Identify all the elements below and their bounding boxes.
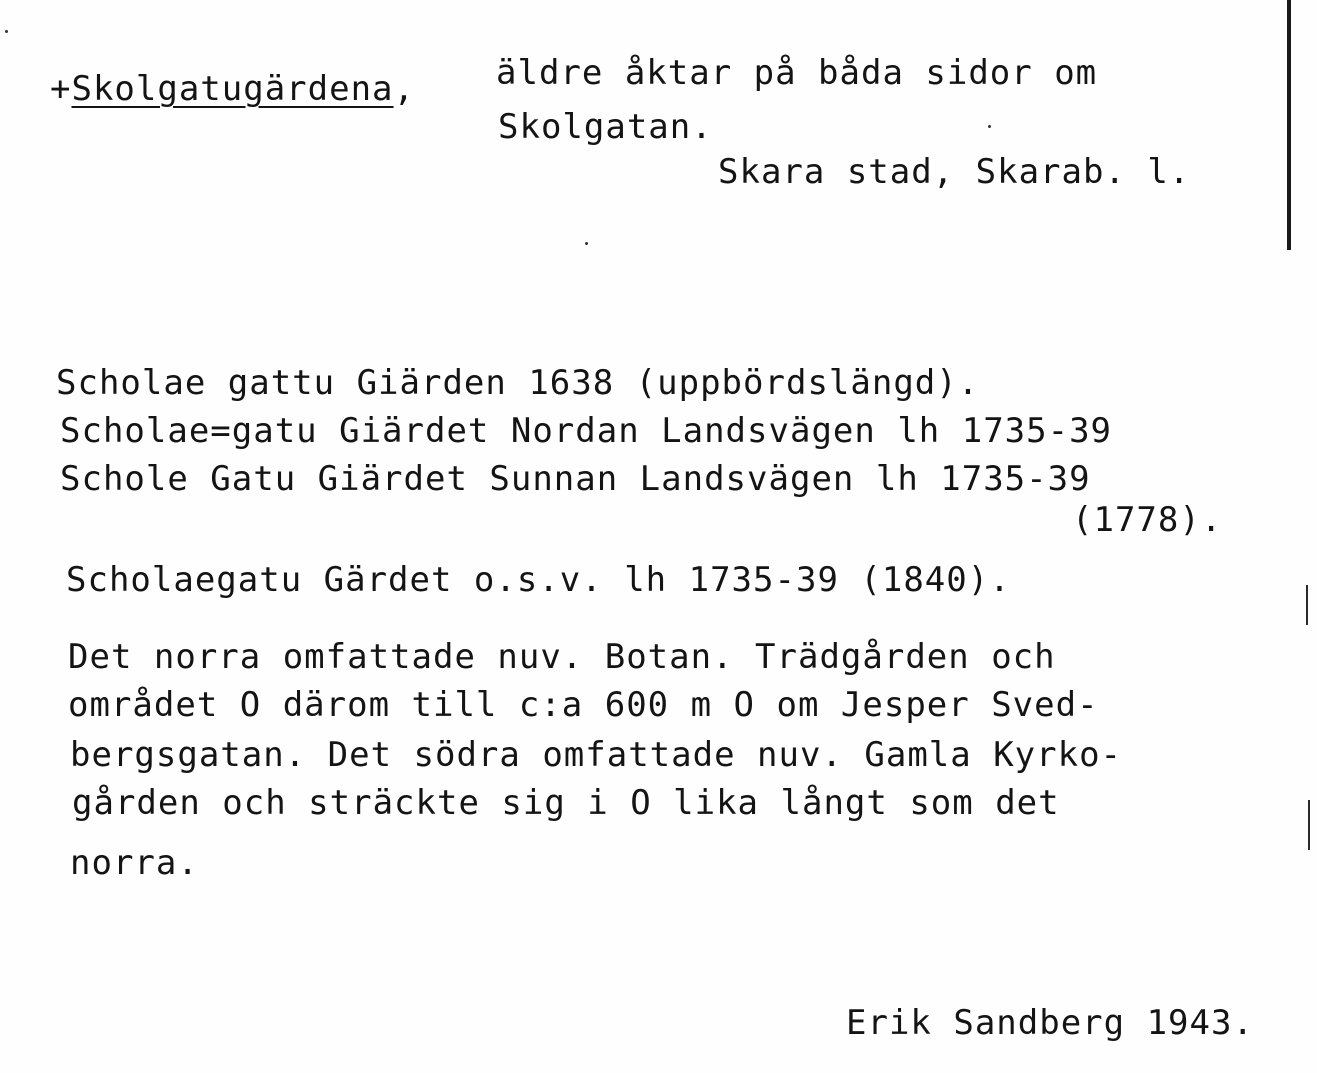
card-edge-mark xyxy=(1306,585,1308,625)
card-edge-line xyxy=(1287,0,1291,250)
headword-comma: , xyxy=(393,69,416,109)
note-line-2: området O därom till c:a 600 m O om Jesper Sved- xyxy=(68,685,1099,725)
form-line-4: Scholaegatu Gärdet o.s.v. lh 1735-39 (1840). xyxy=(66,560,1011,600)
description-line-2: Skolgatan. xyxy=(498,107,713,147)
form-line-3-cont: (1778). xyxy=(1072,500,1223,540)
speck xyxy=(585,242,588,245)
card-edge-mark xyxy=(1308,800,1310,850)
form-line-1: Scholae gattu Giärden 1638 (uppbördslängd). xyxy=(56,363,980,403)
deletion-marker: + xyxy=(50,69,72,109)
note-line-4: gården och sträckte sig i O lika långt som det xyxy=(72,783,1060,823)
signature: Erik Sandberg 1943. xyxy=(846,1003,1254,1043)
description-line-1: äldre åktar på båda sidor om xyxy=(496,53,1098,93)
form-line-2: Scholae=gatu Giärdet Nordan Landsvägen lh 1735-39 xyxy=(60,411,1113,451)
note-line-1: Det norra omfattade nuv. Botan. Trädgården och xyxy=(68,637,1056,677)
note-line-5: norra. xyxy=(70,843,199,883)
form-line-3: Schole Gatu Giärdet Sunnan Landsvägen lh 1735-39 xyxy=(60,459,1091,499)
headword-line xyxy=(50,69,416,109)
speck xyxy=(988,125,991,128)
note-line-3: bergsgatan. Det södra omfattade nuv. Gamla Kyrko- xyxy=(70,735,1123,775)
location: Skara stad, Skarab. l. xyxy=(718,152,1191,192)
speck xyxy=(5,30,8,33)
headword: Skolgatugärdena xyxy=(71,69,394,109)
